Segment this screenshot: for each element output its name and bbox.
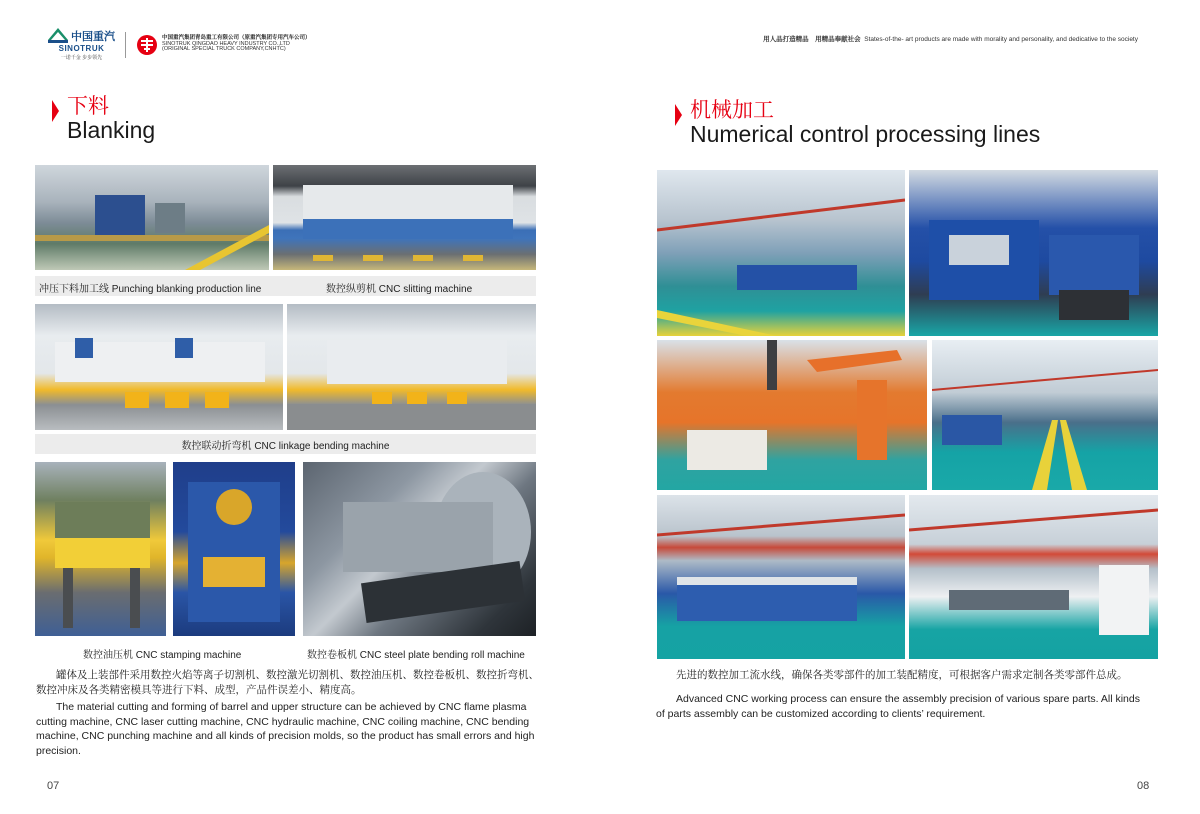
blanking-paragraph-cn: 罐体及上装部件采用数控火焰等离子切割机、数控激光切割机、数控油压机、数控卷板机、数控折弯机、数控冲床及各类精密模具等进行下料、成型，产品件误差小、精度高。 [36,669,539,696]
photo-punching-line [35,165,269,270]
caption-bending: 数控联动折弯机 CNC linkage bending machine [181,440,390,452]
photo-hydraulic-press [35,462,166,636]
title-marker-icon [52,100,59,122]
logo-slogan: 一诺千金 步步领先 [60,55,103,61]
photo-roll-machine [303,462,536,636]
qingdao-emblem-icon [136,34,158,56]
page-number-right: 08 [1137,780,1150,792]
photo-cnc-machines [909,170,1158,336]
sub-logo-en1: SINOTRUK QINGDAO HEAVY INDUSTRY CO.,LTD [162,40,290,47]
cnc-paragraph-cn: 先进的数控加工流水线，确保各类零部件的加工装配精度，可根据客户需求定制各类零部件总成。 [676,669,1128,681]
caption-hydraulic: 数控油压机 CNC stamping machine [83,650,242,661]
photo-machining-line [657,495,905,659]
caption-row-1 [35,276,536,296]
photo-stamping-machine [173,462,295,636]
photo-production-hall [932,340,1158,490]
logo-cn-text: 中国重汽 [71,31,115,43]
photo-bending-machine-1 [35,304,283,430]
header-tagline [763,34,1138,43]
sinotruk-logo [48,28,115,61]
photo-bending-machine-2 [287,304,536,430]
blanking-section-title [52,96,155,142]
title-cn: 下料 [67,95,109,118]
sinotruk-emblem-icon [48,28,68,44]
title-en: Numerical control processing lines [690,121,1041,148]
logo-divider [125,32,126,58]
logo-en-text: SINOTRUK [58,44,105,53]
sub-logo-cn: 中国重汽集团青岛重工有限公司（原重汽集团专用汽车公司） [162,34,311,41]
title-marker-icon [675,104,682,126]
photo-robot-arm [657,340,927,490]
page-number-left: 07 [47,780,60,792]
photo-slitting-machine [273,165,536,270]
photo-cnc-hall-1 [657,170,905,336]
caption-slitting: 数控纵剪机 CNC slitting machine [326,284,473,295]
caption-row-2 [35,434,536,454]
header-logos [48,28,311,61]
title-en: Blanking [67,117,156,144]
sub-logo-en2: (ORIGINAL SPECIAL TRUCK COMPANY,CNHTC) [162,46,286,53]
qingdao-logo [136,34,311,56]
blanking-paragraph-en: The material cutting and forming of barrel and upper structure can be achieved by CNC flame plasma cutting machine, CNC laser cutting machine, CNC hydraulic machine, CNC coiling machine, CNC bending machine, CNC punching machine and all kinds of precision molds, so the product has small errors and high precision. [36,701,535,757]
cnc-section-title [675,100,1040,146]
title-cn: 机械加工 [690,99,774,122]
tagline-cn: 用人品打造精品 用精品奉献社会 [763,36,861,43]
right-page [600,0,1200,814]
photo-assembly-line [909,495,1158,659]
caption-roll: 数控卷板机 CNC steel plate bending roll machine [307,650,525,661]
caption-punching: 冲压下料加工线 Punching blanking production line [39,284,262,295]
cnc-paragraph-en: Advanced CNC working process can ensure the assembly precision of various spare parts. All kinds of parts assembly can be customized according to clients’ requirement. [656,693,1140,720]
tagline-en: States-of-the- art products are made with morality and personality, and dedicative to the society [864,36,1138,43]
